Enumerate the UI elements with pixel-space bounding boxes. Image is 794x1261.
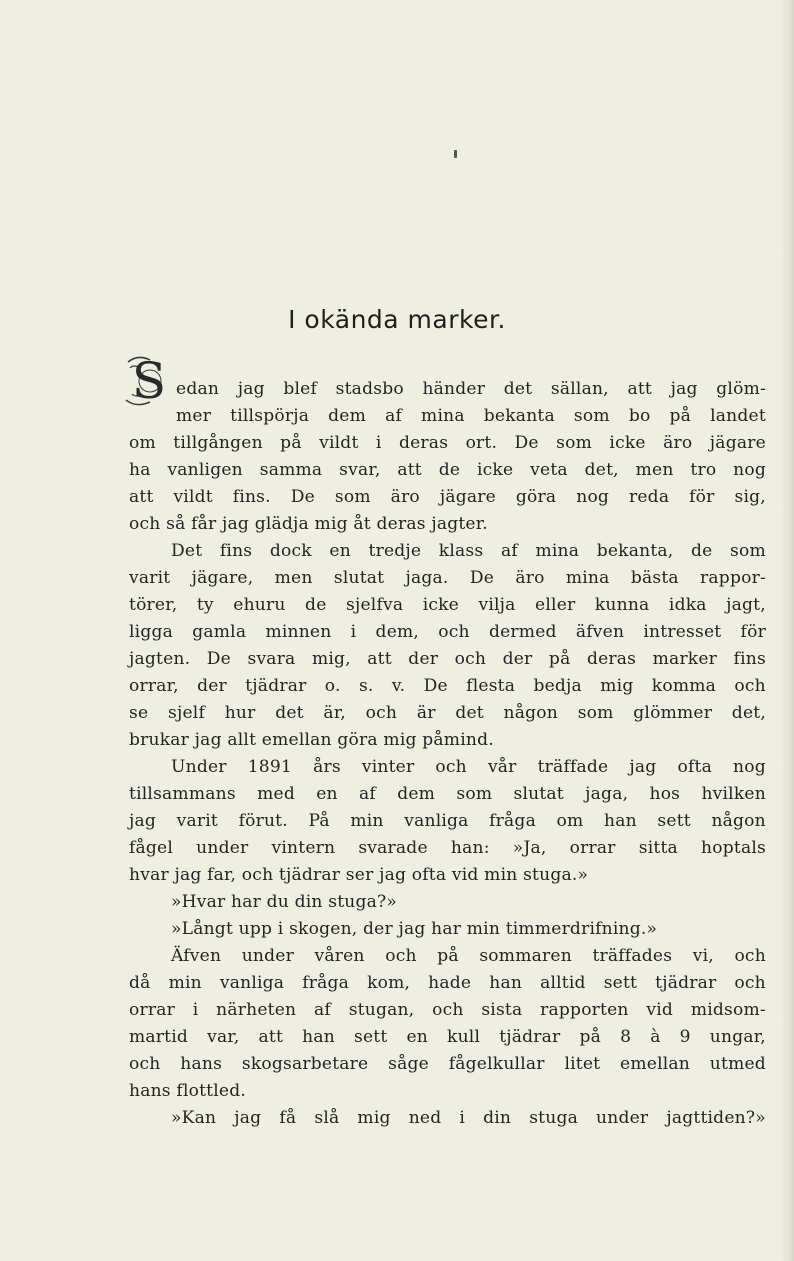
text-line: då min vanliga fråga kom, hade han alltid sett tjädrar och bbox=[129, 973, 766, 993]
text-line: hans flottled. bbox=[129, 1081, 246, 1101]
text-line: »Långt upp i skogen, der jag har min timmerdrifning.» bbox=[171, 919, 658, 939]
text-line: fågel under vintern svarade han: »Ja, orrar sitta hoptals bbox=[129, 838, 766, 858]
text-line: orrar, der tjädrar o. s. v. De flesta bedja mig komma och bbox=[129, 676, 766, 696]
text-line: Äfven under våren och på sommaren träffades vi, och bbox=[171, 946, 766, 966]
text-line: törer, ty ehuru de sjelfva icke vilja eller kunna idka jagt, bbox=[129, 595, 766, 615]
page-edge-shadow bbox=[780, 0, 794, 1261]
text-line: edan jag blef stadsbo händer det sällan, att jag glöm- bbox=[176, 379, 766, 399]
text-line: Det fins dock en tredje klass af mina bekanta, de som bbox=[171, 541, 766, 561]
chapter-title: I okända marker. bbox=[288, 305, 506, 334]
text-line: Under 1891 års vinter och vår träffade jag ofta nog bbox=[171, 757, 766, 777]
text-line: om tillgången på vildt i deras ort. De som icke äro jägare bbox=[129, 433, 766, 453]
text-line: »Hvar har du din stuga?» bbox=[171, 892, 398, 912]
text-line: och så får jag glädja mig åt deras jagter. bbox=[129, 514, 488, 534]
text-line: brukar jag allt emellan göra mig påmind. bbox=[129, 730, 494, 750]
text-line: »Kan jag få slå mig ned i din stuga under jagttiden?» bbox=[171, 1108, 766, 1128]
text-line: se sjelf hur det är, och är det någon som glömmer det, bbox=[129, 703, 766, 723]
text-line: tillsammans med en af dem som slutat jaga, hos hvilken bbox=[129, 784, 766, 804]
text-line: och hans skogsarbetare såge fågelkullar litet emellan utmed bbox=[129, 1054, 766, 1074]
body-text bbox=[129, 376, 766, 1132]
text-line: orrar i närheten af stugan, och sista rapporten vid midsom- bbox=[129, 1000, 766, 1020]
drop-cap-letter: S bbox=[131, 352, 167, 410]
text-line: ha vanligen samma svar, att de icke veta det, men tro nog bbox=[129, 460, 766, 480]
text-line: jagten. De svara mig, att der och der på deras marker fins bbox=[129, 649, 766, 669]
text-line: mer tillspörja dem af mina bekanta som bo på landet bbox=[176, 406, 766, 426]
text-line: att vildt fins. De som äro jägare göra nog reda för sig, bbox=[129, 487, 766, 507]
text-line: martid var, att han sett en kull tjädrar på 8 à 9 ungar, bbox=[129, 1027, 766, 1047]
text-line: ligga gamla minnen i dem, och dermed äfven intresset för bbox=[129, 622, 766, 642]
text-line: hvar jag far, och tjädrar ser jag ofta vid min stuga.» bbox=[129, 865, 589, 885]
text-line: jag varit förut. På min vanliga fråga om han sett någon bbox=[129, 811, 766, 831]
print-mark bbox=[454, 150, 457, 158]
text-line: varit jägare, men slutat jaga. De äro mina bästa rappor- bbox=[129, 568, 766, 588]
